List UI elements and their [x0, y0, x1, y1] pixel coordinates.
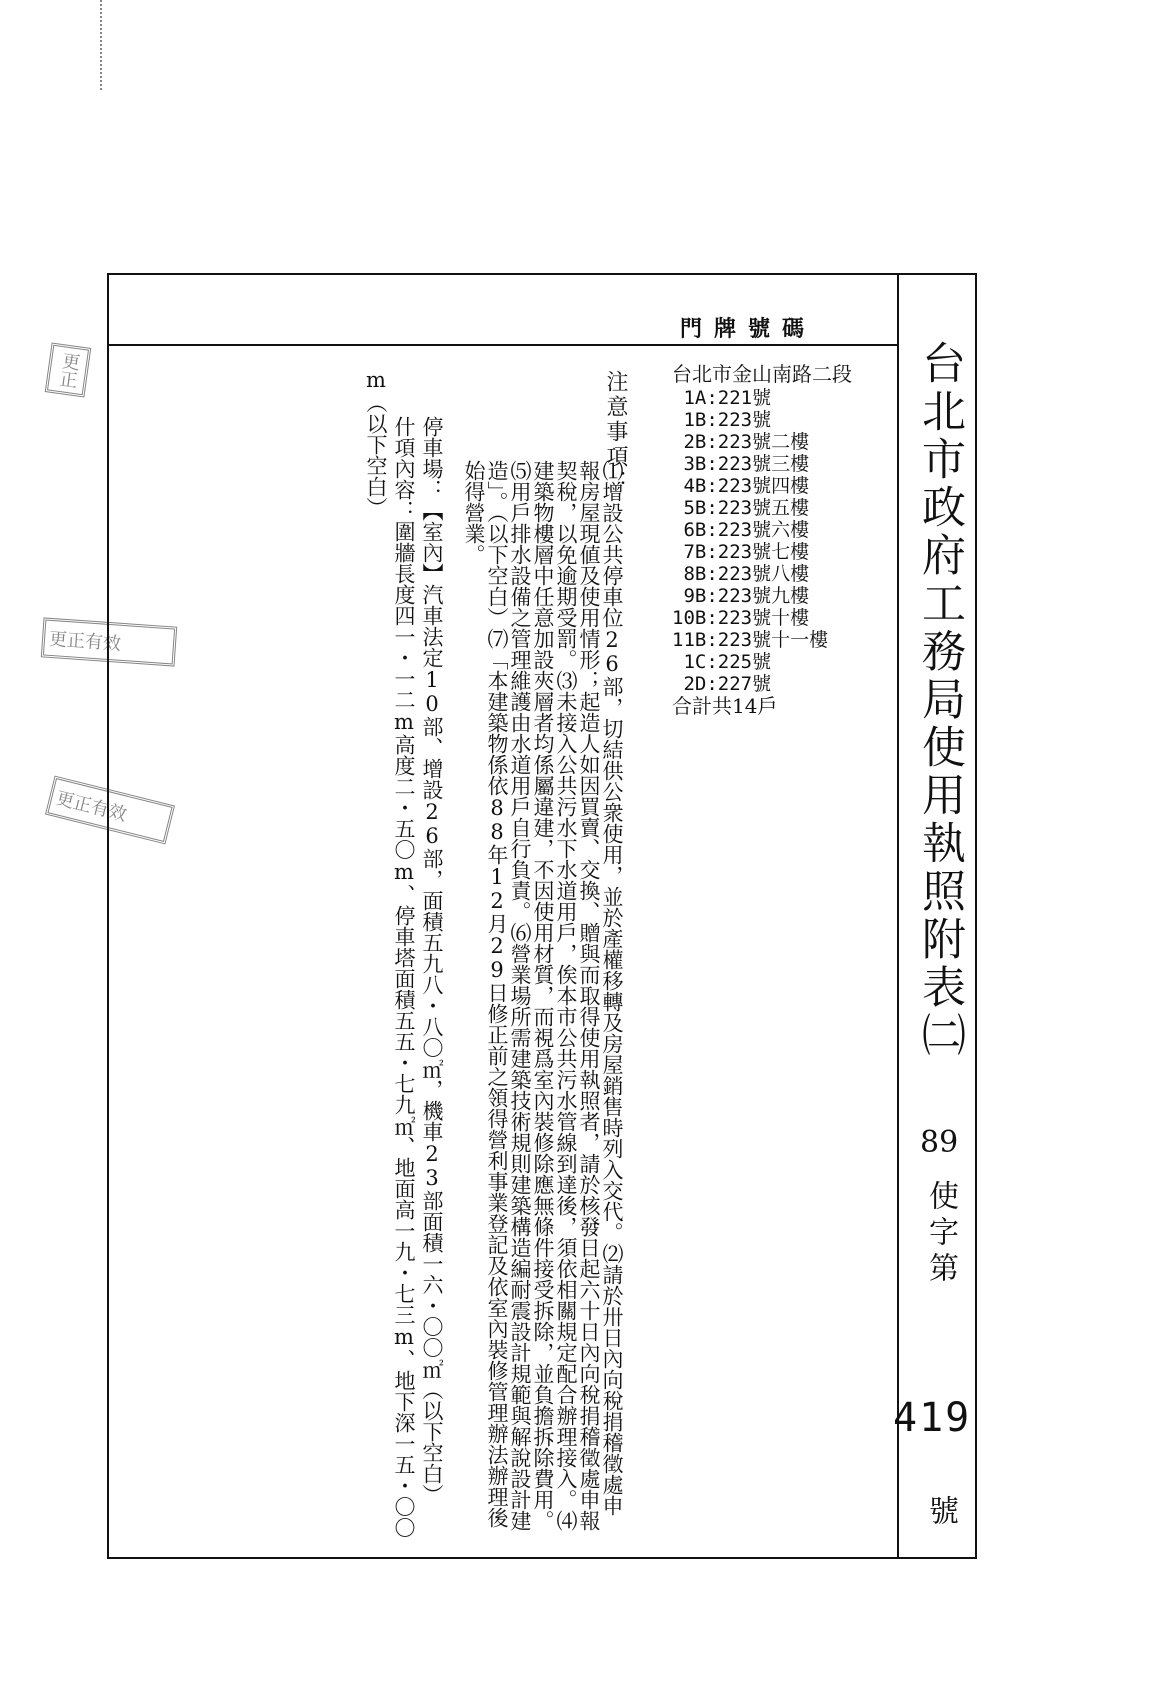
license-prefix: 使字第 — [923, 1180, 958, 1288]
door-number-label: 門牌號碼 — [680, 316, 817, 342]
unit-row: 2D:227號 — [672, 673, 772, 695]
license-number: 419 — [893, 1395, 972, 1441]
notes-body: ⑴增設公共停車位26部，切結供公衆使用，並於產權移轉及房屋銷售時列入交代。⑵請於卅日內向稅捐稽徵處申報房屋現値及使用情形；起造人如因買賣、交換、贈與而取得使用執照者，請於核發日起六十日內向稅捐稽徵處申報契稅，以免逾期受罰。⑶未接入公共污水下水道用戶，俟本市公共污水管線到達後，須依相關規定配合辦理接入。⑷建築物樓層中任意加設夾層者均係屬違建，不因使用材質，而視爲室內裝修除應無條件接受拆除，並負擔拆除費用。⑸用戶排水設備之管理維護由水道用戶自行負責。⑹營業場所需建築技術規則建築構造編耐震設計規範與解說設計建造」。（以下空白）⑺「本建築物係依88年12月29日修正前之領得營利事業登記及依室內裝修管理辦法辦理後始得營業。 — [462, 460, 624, 1531]
parking-text: 【室內】汽車法定10部、增設26部，面積五九八・八〇㎡，機車23部面積一六・〇〇㎡（以下空白） — [420, 500, 444, 1505]
misc-items-entry — [362, 368, 446, 1548]
address-list — [672, 363, 852, 719]
unit-row: 4B:223號四樓 — [672, 475, 810, 497]
unit-row: 8B:223號八樓 — [672, 563, 810, 585]
unit-row: 11B:223號十一樓 — [672, 629, 829, 651]
unit-row: 10B:223號十樓 — [672, 607, 810, 629]
unit-row: 9B:223號九樓 — [672, 585, 810, 607]
misc-items-text: 圍牆長度四一・一二m高度二・五〇m、停車塔面積五五・七九㎡、地面高一九・七三m、地下深一五・〇〇m（以下空白） — [364, 368, 416, 1538]
correction-stamp: 更正 — [45, 342, 92, 397]
unit-row: 1A:221號 — [672, 387, 772, 409]
license-year: 89 — [920, 1125, 959, 1160]
unit-row: 5B:223號五樓 — [672, 497, 810, 519]
correction-stamp: 更正有效 — [41, 617, 177, 666]
unit-row: 2B:223號二樓 — [672, 431, 810, 453]
scan-edge-marks — [100, 0, 106, 90]
notes-label: 注意事項： — [603, 370, 628, 495]
unit-row: 1C:225號 — [672, 651, 772, 673]
unit-row: 7B:223號七樓 — [672, 541, 810, 563]
unit-row: 3B:223號三樓 — [672, 453, 810, 475]
unit-row: 6B:223號六樓 — [672, 519, 810, 541]
misc-items-label: 什項內容： — [392, 416, 416, 521]
license-suffix: 號 — [923, 1495, 958, 1525]
street-name: 台北市金山南路二段 — [672, 362, 852, 386]
document-title: 台北市政府工務局使用執照附表㈡ — [914, 340, 965, 1060]
unit-row: 1B:223號 — [672, 409, 772, 431]
correction-stamp: 更正有效 — [45, 776, 175, 845]
title-column-divider — [897, 273, 899, 1559]
unit-total: 合計共14戶 — [672, 694, 778, 718]
parking-label: 停車場： — [420, 416, 444, 500]
